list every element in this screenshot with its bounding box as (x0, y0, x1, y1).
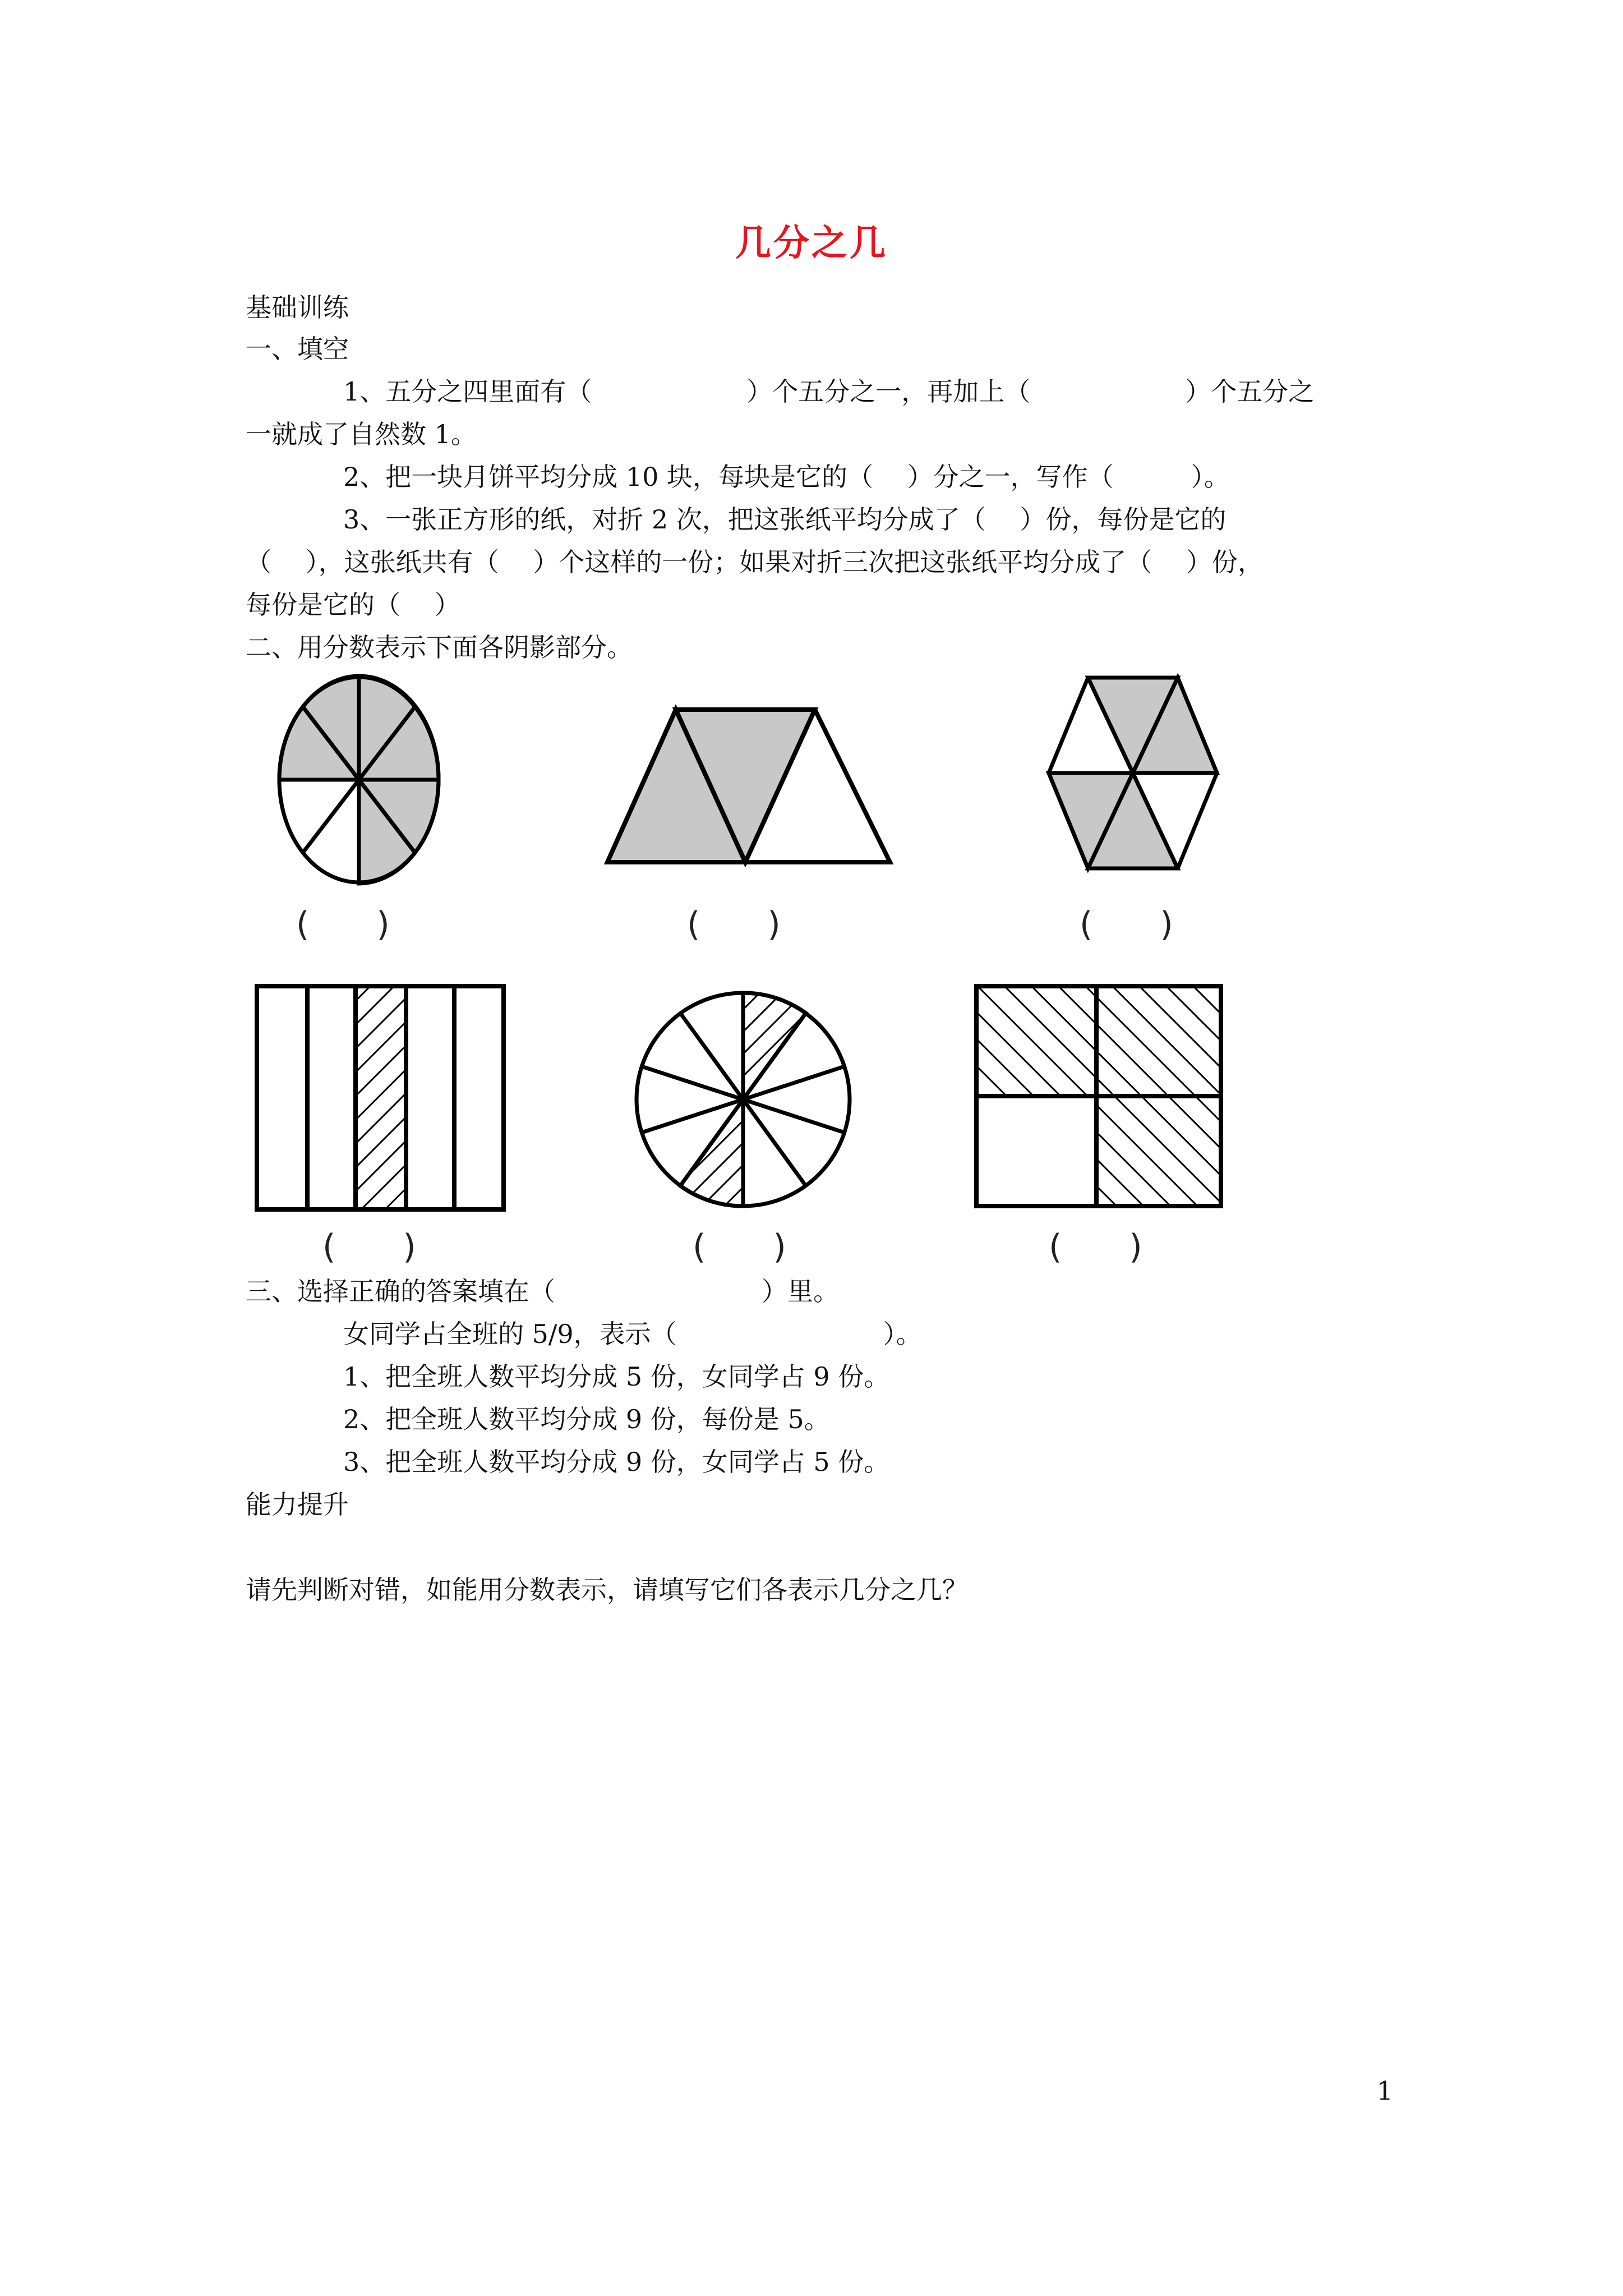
square-shaded-c (1096, 1096, 1221, 1206)
part3-stem: 女同学占全班的 5/9，表示（ ）。 (343, 1319, 922, 1349)
strip-shaded (356, 986, 406, 1209)
part1-heading: 一、填空 (246, 334, 349, 364)
page-number: 1 (1376, 2076, 1393, 2106)
answer-paren-2[interactable]: ( ) (687, 905, 781, 944)
question-3-line-3: 每份是它的（ ） (246, 590, 460, 620)
figure-trapezoid-thirds (603, 704, 895, 867)
figure-hexagon-sixths (1043, 672, 1223, 874)
question-1-line-2: 一就成了自然数 1。 (246, 419, 477, 449)
figure-circle-eighths (275, 673, 443, 886)
question-1-line-1: 1、五分之四里面有（ ）个五分之一，再加上（ ）个五分之 (343, 376, 1315, 407)
answer-paren-4[interactable]: ( ) (322, 1227, 416, 1267)
answer-paren-6[interactable]: ( ) (1049, 1227, 1142, 1267)
figure-circle-tenths (631, 987, 855, 1212)
part2-heading: 二、用分数表示下面各阴影部分。 (246, 632, 633, 662)
question-3-line-2: （ ），这张纸共有（ ）个这样的一份；如果对折三次把这张纸平均分成了（ ）份， (246, 547, 1264, 577)
figure-square-quarters (973, 983, 1225, 1210)
answer-paren-1[interactable]: ( ) (296, 905, 390, 944)
question-3-line-1: 3、一张正方形的纸，对折 2 次，把这张纸平均分成了（ ）份，每份是它的 (343, 504, 1227, 535)
figure-strips-fifths (253, 983, 511, 1213)
question-2: 2、把一块月饼平均分成 10 块，每块是它的（ ）分之一，写作（ ）。 (343, 462, 1230, 492)
page-title: 几分之几 (735, 222, 888, 264)
answer-paren-5[interactable]: ( ) (693, 1227, 786, 1267)
option-1[interactable]: 1、把全班人数平均分成 5 份，女同学占 9 份。 (343, 1361, 890, 1392)
section-basic-heading: 基础训练 (246, 292, 349, 323)
option-2[interactable]: 2、把全班人数平均分成 9 份，每份是 5。 (343, 1404, 830, 1434)
option-3[interactable]: 3、把全班人数平均分成 9 份，女同学占 5 份。 (343, 1447, 890, 1477)
square-shaded-a (976, 986, 1096, 1096)
answer-paren-3[interactable]: ( ) (1080, 905, 1173, 944)
part3-heading: 三、选择正确的答案填在（ ）里。 (246, 1276, 839, 1306)
square-shaded-b (1096, 986, 1221, 1096)
advanced-prompt: 请先判断对错，如能用分数表示，请填写它们各表示几分之几？ (246, 1575, 968, 1605)
section-advanced-heading: 能力提升 (246, 1489, 349, 1520)
